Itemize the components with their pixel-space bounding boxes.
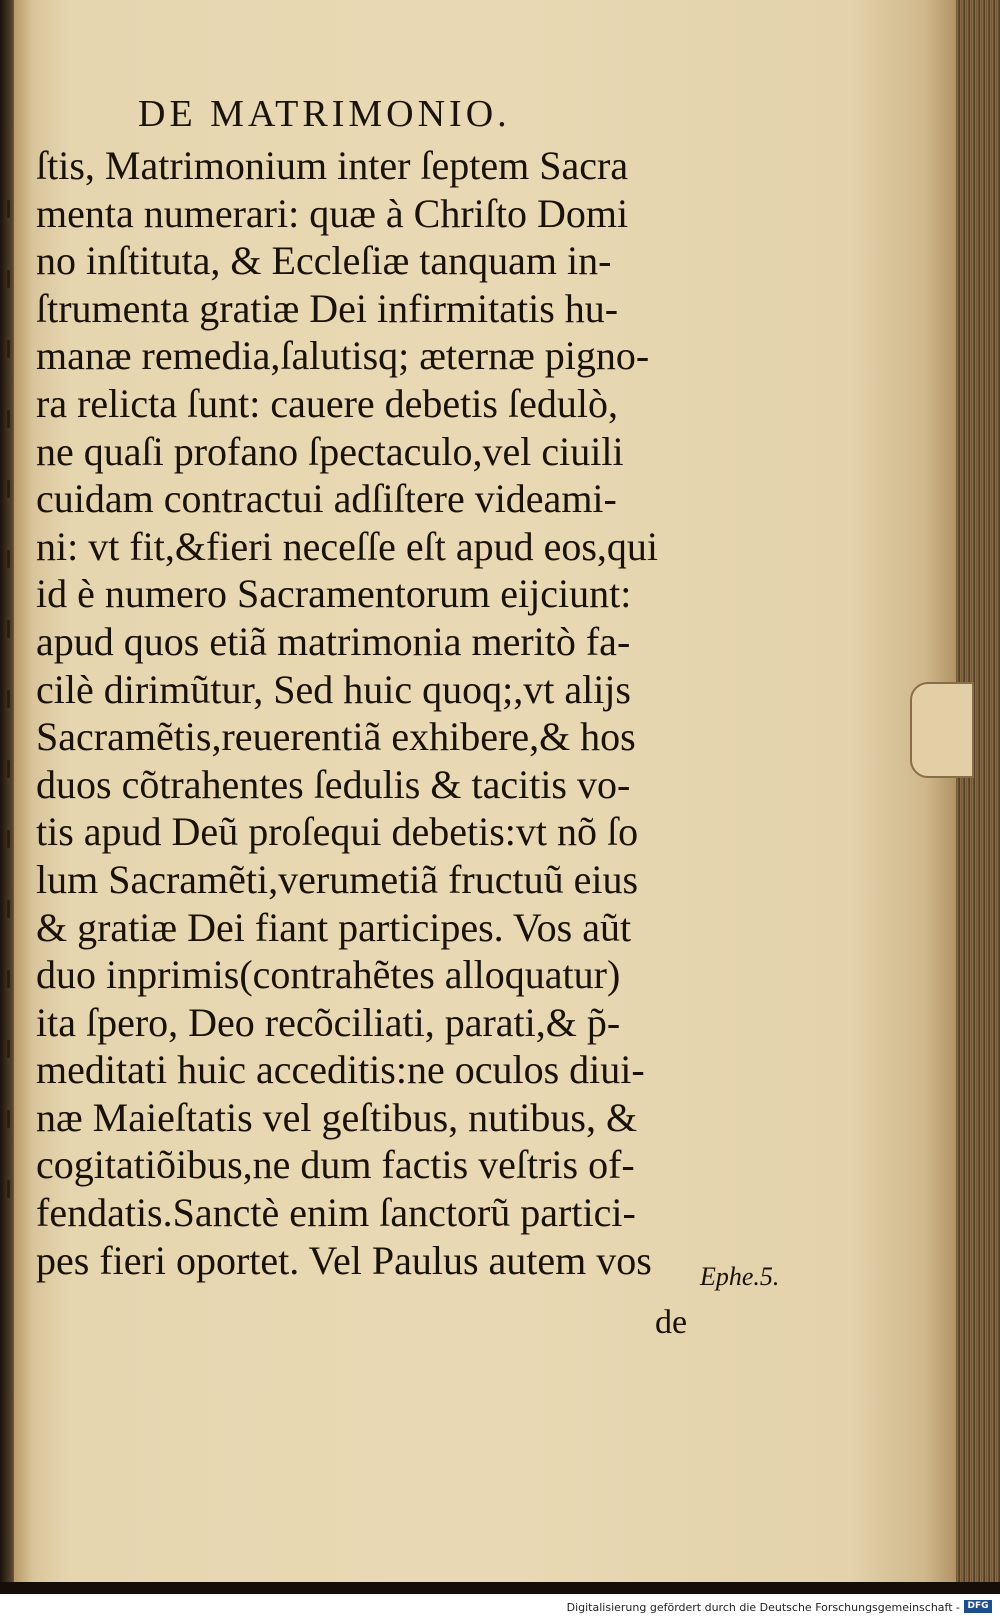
body-text [36, 142, 706, 1284]
text-line: fendatis.Sanctè enim ſanctorũ partici- [36, 1190, 636, 1236]
page-marker-tab [910, 682, 974, 778]
text-line: cuidam contractui adſiſtere videami- [36, 476, 617, 522]
text-line: apud quos etiã matrimonia meritò fa- [36, 618, 631, 664]
footer-strip [0, 1594, 1000, 1618]
text-line: ſtis, Matrimonium inter ſeptem Sacra [36, 143, 629, 188]
text-line: manæ remedia,ſalutisq; æternæ pigno- [36, 333, 650, 379]
text-line: ne quaſi profano ſpectaculo,vel ciuili [36, 428, 624, 474]
page-block-edges [956, 0, 1000, 1590]
text-line: cilè dirimũtur, Sed huic quoq;,vt alijs [36, 666, 631, 712]
dfg-logo: DFG [964, 1600, 992, 1613]
text-line: duo inprimis(contrahẽtes alloquatur) [36, 952, 621, 998]
text-line: lum Sacramẽti,verumetiã fructuũ eius [36, 856, 639, 902]
catchword: de [655, 1304, 688, 1341]
text-line: id è numero Sacramentorum eijciunt: [36, 571, 632, 617]
text-line: menta numerari: quæ à Chriſto Domi [36, 190, 629, 236]
text-line: no inſtituta, & Eccleſiæ tanquam in- [36, 238, 612, 284]
text-line: Sacramẽtis,reuerentiã exhibere,& hos [36, 714, 636, 760]
text-line: ita ſpero, Deo recõciliati, parati,& p̃- [36, 999, 621, 1045]
text-line: ni: vt fit,&fieri neceſſe eſt apud eos,qui [36, 523, 659, 569]
text-line: meditati huic acceditis:ne oculos diui- [36, 1047, 645, 1093]
text-line: tis apud Deũ proſequi debetis:vt nõ ſo [36, 809, 639, 855]
footer-credit: Digitalisierung gefördert durch die Deutsche Forschungsgemeinschaft - [566, 1601, 960, 1614]
running-head: DE MATRIMONIO. [138, 93, 511, 135]
text-line: duos cõtrahentes ſedulis & tacitis vo- [36, 761, 631, 807]
text-line: & gratiæ Dei fiant participes. Vos aũt [36, 904, 632, 950]
text-line: næ Maieſtatis vel geſtibus, nutibus, & [36, 1094, 638, 1140]
margin-note: Ephe.5. [700, 1262, 780, 1291]
text-line: ra relicta ſunt: cauere debetis ſedulò, [36, 380, 618, 426]
text-line: cogitatiõibus,ne dum factis veſtris of- [36, 1142, 635, 1188]
text-line: pes fieri oportet. Vel Paulus autem vos [36, 1237, 652, 1283]
text-line: ſtrumenta gratiæ Dei infirmitatis hu- [36, 285, 619, 331]
